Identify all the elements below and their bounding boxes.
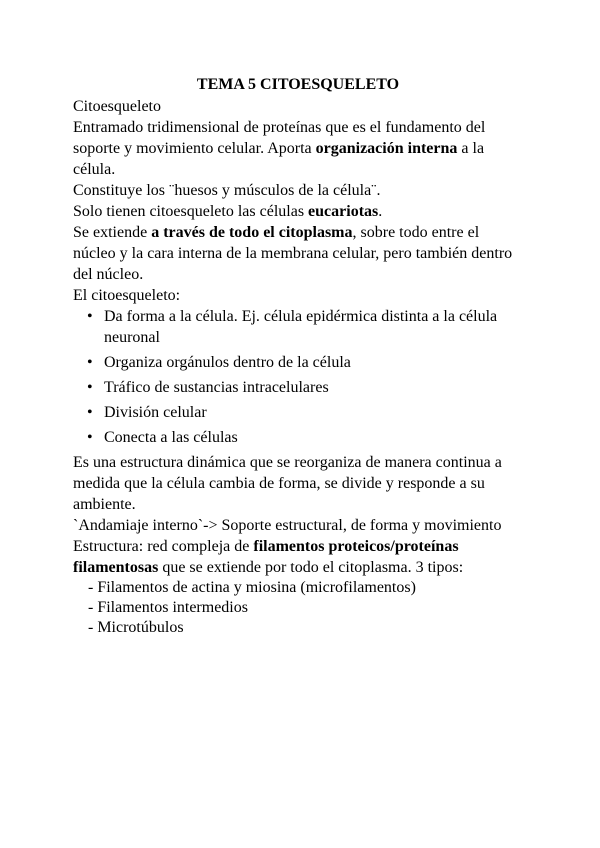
text-run: que se extiende por todo el citoplasma. 3 tipos: xyxy=(158,559,464,576)
paragraph-list-intro: El citoesqueleto: xyxy=(73,287,181,304)
list-item xyxy=(73,402,523,423)
page-title: TEMA 5 CITOESQUELETO xyxy=(196,76,400,93)
paragraph-metaphor: Constituye los ¨huesos y músculos de la célula¨. xyxy=(73,182,381,199)
text-run: Solo tienen citoesqueleto las células xyxy=(73,203,309,220)
bold-text: eucariotas xyxy=(308,203,379,220)
text-run: Estructura: red compleja de xyxy=(73,538,254,555)
list-item: - Filamentos de actina y miosina (microfilamentos) xyxy=(88,579,416,596)
text-run: , sobre todo entre el núcleo y la cara interna de la membrana celular, pero también dentro del núcleo. xyxy=(73,224,513,283)
bold-text: filamentos proteicos/proteínas filamentosas xyxy=(73,538,459,576)
bold-text: a través de todo el citoplasma xyxy=(151,224,353,241)
list-item-text: Conecta a las células xyxy=(104,429,238,446)
list-item-text: División celular xyxy=(104,404,207,421)
paragraph-location xyxy=(73,222,523,285)
paragraph-dynamic: Es una estructura dinámica que se reorganiza de manera continua a medida que la célula cambia de forma, se divide y responde a su ambiente. xyxy=(73,454,502,513)
bullet-icon: • xyxy=(87,354,93,371)
text-run: a la célula. xyxy=(73,140,485,178)
list-item-text: Organiza orgánulos dentro de la célula xyxy=(104,354,351,371)
text-run: . xyxy=(378,203,383,220)
text-run: Entramado tridimensional de proteínas que es el fundamento del soporte y movimiento celular. Aporta xyxy=(73,119,486,157)
paragraph-definition xyxy=(73,117,523,180)
bullet-icon: • xyxy=(87,429,93,446)
list-item xyxy=(73,377,523,398)
list-item xyxy=(73,306,523,348)
bullet-icon: • xyxy=(87,379,93,396)
bullet-icon: • xyxy=(87,404,93,421)
text-run: Se extiende xyxy=(73,224,152,241)
list-item xyxy=(73,427,523,448)
paragraph-structure xyxy=(73,536,523,578)
paragraph-heading: Citoesqueleto xyxy=(73,98,161,115)
list-item: - Filamentos intermedios xyxy=(88,599,248,616)
list-item-text: Tráfico de sustancias intracelulares xyxy=(104,379,329,396)
bullet-icon: • xyxy=(87,308,93,325)
dash-list xyxy=(73,578,523,638)
list-item xyxy=(73,352,523,373)
paragraph-scaffold: `Andamiaje interno`-> Soporte estructural, de forma y movimiento xyxy=(73,517,502,534)
list-item: - Microtúbulos xyxy=(88,619,184,636)
list-item-text: Da forma a la célula. Ej. célula epidérmica distinta a la célula neuronal xyxy=(104,308,498,346)
bold-text: organización interna xyxy=(315,140,458,157)
paragraph-eukaryotes xyxy=(73,201,523,222)
bullet-list xyxy=(73,306,523,448)
document-page xyxy=(73,74,523,638)
